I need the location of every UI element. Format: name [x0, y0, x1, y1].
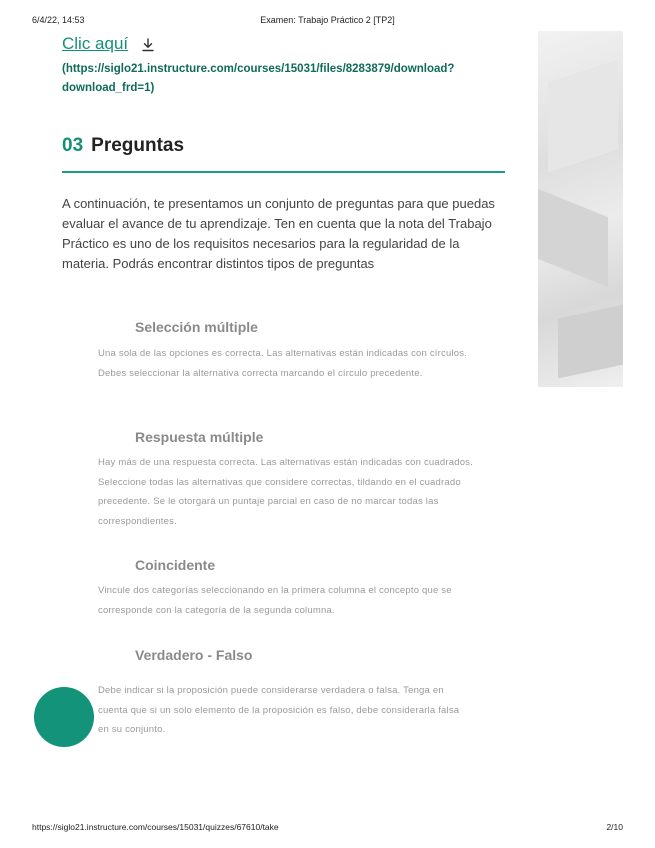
section-heading — [62, 135, 184, 157]
print-footer-url: https://siglo21.instructure.com/courses/15031/quizzes/67610/take — [32, 822, 279, 832]
qtype-title-respuesta-multiple: Respuesta múltiple — [135, 429, 264, 445]
qtype-desc-verdadero-falso: Debe indicar si la proposición puede considerarse verdadera o falsa. Tenga en cuenta que si un solo elemento de la proposición es falso, debe considerarla falsa en su conjunto. — [98, 685, 460, 735]
print-datetime: 6/4/22, 14:53 — [32, 15, 85, 25]
section-title: Preguntas — [91, 135, 185, 156]
decorative-circle — [34, 687, 94, 747]
qtype-title-seleccion-multiple: Selección múltiple — [135, 319, 258, 335]
download-icon[interactable] — [141, 38, 155, 57]
section-number: 03 — [62, 135, 84, 156]
qtype-desc-coincidente: Vincule dos categorías seleccionando en la primera columna el concepto que se corresponde con la categoría de la segunda columna. — [98, 585, 452, 616]
qtype-title-verdadero-falso: Verdadero - Falso — [135, 647, 253, 663]
decorative-image — [538, 31, 623, 387]
download-url[interactable]: (https://siglo21.instructure.com/courses/15031/files/8283879/download?download_frd=1) — [62, 63, 455, 94]
download-link-row — [62, 34, 155, 57]
download-link[interactable]: Clic aquí — [62, 34, 129, 53]
print-doc-title: Examen: Trabajo Práctico 2 [TP2] — [260, 15, 395, 25]
print-page-number: 2/10 — [606, 822, 623, 832]
intro-paragraph: A continuación, te presentamos un conjunto de preguntas para que puedas evaluar el avance de tu aprendizaje. Ten en cuenta que la nota del Trabajo Práctico es uno de los requisitos necesarios para la regularidad de la materia. Podrás encontrar distintos tipos de preguntas — [62, 196, 495, 271]
qtype-desc-respuesta-multiple: Hay más de una respuesta correcta. Las alternativas están indicadas con cuadrados. Seleccione todas las alternativas que considere correctas, tildando en el cuadrado precedente. Se le otorgará un puntaje parcial en caso de no marcar todas las correspondientes. — [98, 457, 473, 527]
qtype-desc-seleccion-multiple: Una sola de las opciones es correcta. Las alternativas están indicadas con círculos. Debes seleccionar la alternativa correcta marcando el círculo precedente. — [98, 348, 468, 379]
section-divider — [62, 171, 505, 173]
qtype-title-coincidente: Coincidente — [135, 557, 216, 573]
